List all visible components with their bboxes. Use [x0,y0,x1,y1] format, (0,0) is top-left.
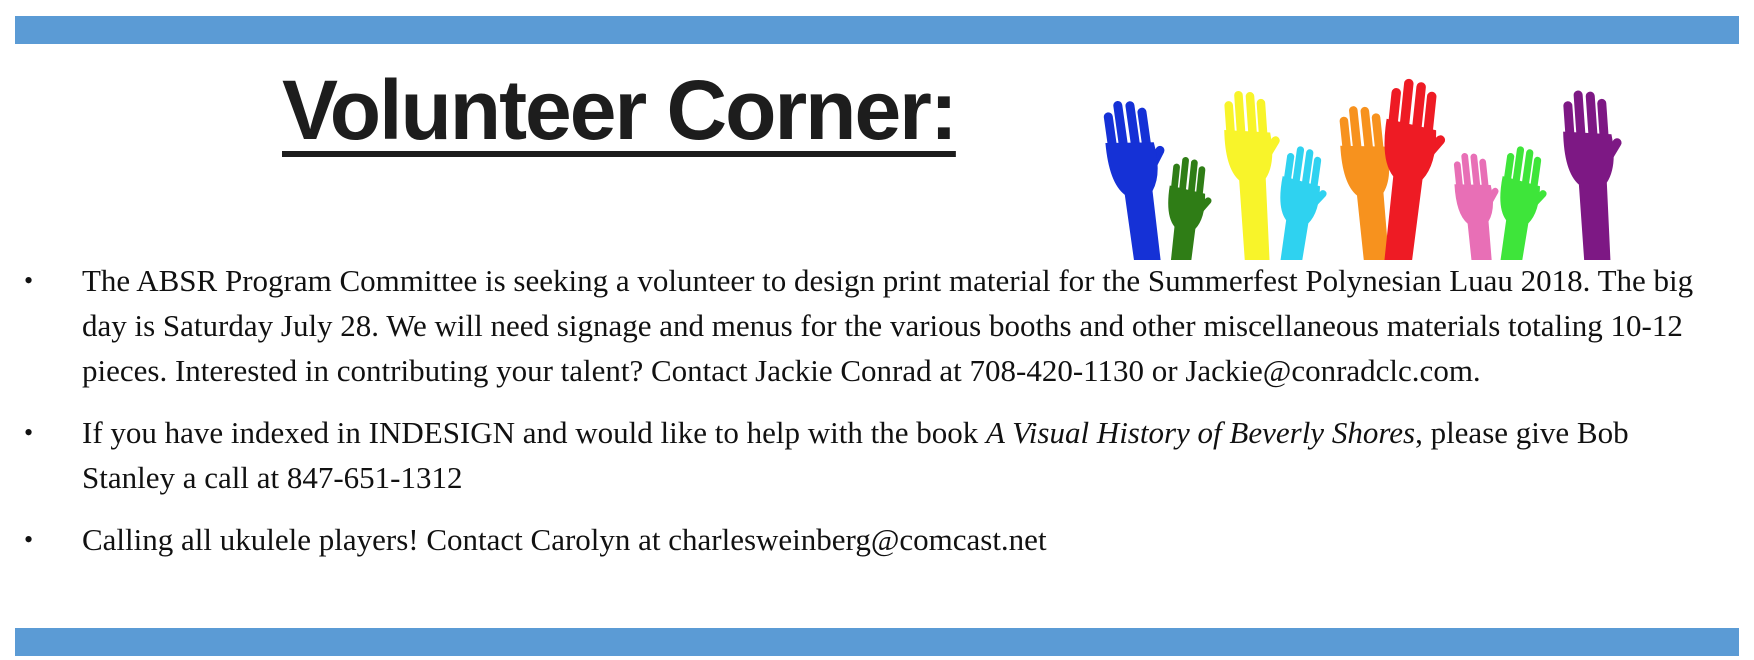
list-item [0,517,1754,562]
item-text: Calling all ukulele players! Contact Carolyn at charlesweinberg@comcast.net [82,522,1047,557]
hand-shape [1560,88,1632,260]
list-item [0,410,1754,500]
hand-shape [1159,156,1218,260]
item-text: The ABSR Program Committee is seeking a volunteer to design print material for the Summerfest Polynesian Luau 2018. The big day is Saturday July 28. We will need signage and menus for the various booths and other miscellaneous materials totaling 10-12 pieces. Interested in contributing your talent? Contact Jackie Conrad at 708-420-1130 or Jackie@conradclc.com. [82,263,1694,388]
volunteer-list [0,258,1754,579]
book-title: A Visual History of Beverly Shores [986,415,1416,450]
hand-shape [1487,144,1554,260]
bullet: • [24,525,34,554]
list-item [0,258,1754,393]
item-text-before: If you have indexed in INDESIGN and would like to help with the book [82,415,986,450]
item-text-after: , please give Bob Stanley a call at 847-651-1312 [82,415,1629,495]
bullet: • [24,418,34,447]
page-title: Volunteer Corner: [282,63,956,157]
hand-shape [1267,144,1334,260]
hand-shape [1100,95,1184,260]
top-border-bar [15,16,1739,44]
hand-shape [1221,88,1289,260]
raised-hands-icon [1095,70,1655,260]
bottom-border-bar [15,628,1739,656]
bullet: • [24,266,34,295]
